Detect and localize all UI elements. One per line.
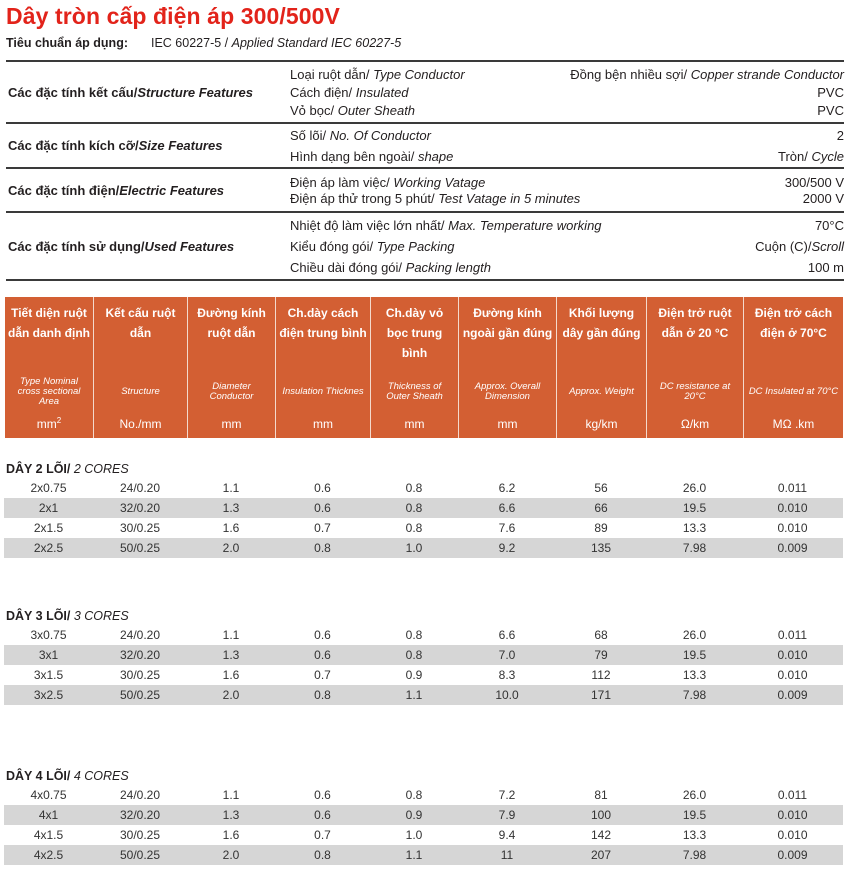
table-cell: 32/0.20 — [119, 648, 161, 662]
column-header-vn: Điện trở ruột dẫn ở 20 °C — [658, 306, 732, 340]
table-cell: 24/0.20 — [119, 788, 161, 802]
table-row — [4, 625, 843, 645]
table-cell: 7.9 — [498, 808, 516, 822]
column-header — [557, 297, 647, 438]
feature-group-size — [6, 122, 844, 167]
table-cell: 0.8 — [405, 481, 423, 495]
table-cell: 3x2.5 — [33, 688, 64, 702]
column-header-en: DC Insulated at 70°C — [748, 386, 839, 397]
table-cell: 3x1 — [38, 648, 59, 662]
column-header-vn: Ch.dày vỏ bọc trung bình — [385, 306, 444, 360]
column-header — [94, 297, 188, 438]
table-cell: 207 — [590, 848, 612, 862]
table-cell: 0.7 — [314, 521, 331, 535]
table-cell: 4x1 — [38, 808, 59, 822]
table-cell: 7.6 — [498, 521, 516, 535]
table-row — [4, 825, 843, 845]
table-cell: 0.8 — [314, 541, 331, 555]
column-unit: kg/km — [585, 417, 618, 431]
column-unit: mm — [404, 417, 425, 431]
section-2-cores — [4, 460, 843, 558]
column-unit: No./mm — [119, 417, 162, 431]
applied-standard — [6, 36, 401, 50]
table-cell: 8.3 — [498, 668, 516, 682]
table-row — [4, 805, 843, 825]
table-cell: 1.0 — [405, 828, 423, 842]
features-table — [6, 60, 844, 281]
table-cell: 0.010 — [777, 501, 808, 515]
table-cell: 1.1 — [222, 481, 240, 495]
column-header-en: Approx. Overall Dimension — [474, 381, 541, 402]
table-cell: 50/0.25 — [119, 541, 161, 555]
table-cell: 3x0.75 — [30, 628, 67, 642]
table-cell: 0.011 — [777, 481, 808, 495]
feature-row: Nhiệt độ làm việc lớn nhất/ Max. Temperature working 70°C — [290, 217, 844, 233]
column-header-en: DC resistance at 20°C — [659, 381, 731, 402]
table-cell: 68 — [594, 628, 608, 642]
table-cell: 171 — [590, 688, 612, 702]
feature-row: Điện áp thử trong 5 phút/ Test Vatage in 5 minutes 2000 V — [290, 190, 844, 206]
table-cell: 0.9 — [405, 668, 423, 682]
column-header-en: Thickness of Outer Sheath — [386, 381, 443, 402]
column-unit: MΩ .km — [772, 417, 815, 431]
column-header — [371, 297, 459, 438]
table-cell: 2x1 — [38, 501, 59, 515]
feature-row: Kiểu đóng gói/ Type Packing Cuộn (C)/Scroll — [290, 238, 844, 254]
column-header-vn: Điện trở cách điện ở 70°C — [754, 306, 833, 340]
table-cell: 2.0 — [222, 541, 240, 555]
table-row — [4, 498, 843, 518]
table-cell: 6.6 — [498, 628, 516, 642]
table-cell: 50/0.25 — [119, 688, 161, 702]
table-cell: 13.3 — [682, 521, 707, 535]
table-cell: 0.8 — [314, 848, 331, 862]
table-cell: 3x1.5 — [33, 668, 64, 682]
table-cell: 1.3 — [222, 501, 240, 515]
feature-row: Điện áp làm việc/ Working Vatage 300/500 V — [290, 174, 844, 190]
page-title: Dây tròn cấp điện áp 300/500V — [6, 3, 340, 29]
table-cell: 24/0.20 — [119, 628, 161, 642]
column-unit: Ω/km — [680, 417, 710, 431]
table-row — [4, 685, 843, 705]
table-row — [4, 785, 843, 805]
table-cell: 2x2.5 — [33, 541, 64, 555]
table-cell: 4x1.5 — [33, 828, 64, 842]
table-cell: 1.1 — [222, 628, 240, 642]
feature-row: Vỏ bọc/ Outer Sheath PVC — [290, 102, 844, 118]
table-cell: 0.6 — [314, 628, 331, 642]
table-cell: 24/0.20 — [119, 481, 161, 495]
table-cell: 26.0 — [682, 788, 707, 802]
standard-label: Tiêu chuẩn áp dụng: — [6, 36, 128, 50]
table-cell: 19.5 — [682, 501, 707, 515]
feature-row: Chiều dài đóng gói/ Packing length 100 m — [290, 259, 844, 275]
column-header — [276, 297, 371, 438]
column-header-vn: Ch.dày cách điện trung bình — [279, 306, 367, 340]
table-cell: 6.6 — [498, 501, 516, 515]
table-cell: 0.009 — [777, 688, 808, 702]
table-cell: 2x1.5 — [33, 521, 64, 535]
table-cell: 0.010 — [777, 828, 808, 842]
table-cell: 1.6 — [222, 668, 240, 682]
feature-group-name: Các đặc tính kết cấu/ Structure Features — [8, 84, 253, 100]
feature-row: Cách điện/ Insulated PVC — [290, 84, 844, 100]
table-cell: 0.011 — [777, 628, 808, 642]
table-cell: 81 — [594, 788, 608, 802]
table-row — [4, 845, 843, 865]
table-cell: 6.2 — [498, 481, 516, 495]
table-cell: 0.6 — [314, 648, 331, 662]
table-cell: 79 — [594, 648, 608, 662]
table-cell: 1.1 — [405, 688, 423, 702]
column-header-en: Approx. Weight — [569, 386, 634, 397]
table-cell: 32/0.20 — [119, 501, 161, 515]
table-cell: 0.010 — [777, 808, 808, 822]
table-cell: 9.4 — [498, 828, 516, 842]
table-cell: 0.7 — [314, 668, 331, 682]
column-header — [188, 297, 276, 438]
feature-group-name: Các đặc tính kích cỡ/ Size Features — [8, 138, 223, 153]
table-cell: 142 — [590, 828, 612, 842]
feature-row: Số lõi/ No. Of Conductor 2 — [290, 127, 844, 143]
table-cell: 0.011 — [777, 788, 808, 802]
table-cell: 1.1 — [405, 848, 423, 862]
feature-group-name: Các đặc tính sử dụng/ Used Features — [8, 238, 235, 254]
table-cell: 1.3 — [222, 648, 240, 662]
table-cell: 56 — [594, 481, 608, 495]
table-cell: 0.8 — [405, 788, 423, 802]
table-row — [4, 538, 843, 558]
column-header-en: Insulation Thicknes — [282, 386, 364, 397]
table-cell: 0.6 — [314, 481, 331, 495]
table-cell: 10.0 — [495, 688, 519, 702]
table-cell: 19.5 — [682, 648, 707, 662]
column-header-vn: Đường kính ruột dẫn — [197, 306, 266, 340]
column-header-vn: Tiết diện ruột dẫn danh định — [8, 306, 90, 340]
table-header — [5, 297, 843, 438]
table-cell: 7.0 — [498, 648, 516, 662]
table-cell: 0.9 — [405, 808, 423, 822]
standard-value-en: Applied Standard IEC 60227-5 — [231, 36, 402, 50]
table-cell: 13.3 — [682, 668, 707, 682]
table-cell: 0.010 — [777, 668, 808, 682]
column-unit: $mm^2$ — [36, 416, 62, 431]
section-title: DÂY 3 LÕI/ 3 CORES — [6, 609, 129, 623]
column-header — [459, 297, 557, 438]
table-cell: 30/0.25 — [119, 828, 161, 842]
table-cell: 4x2.5 — [33, 848, 64, 862]
table-cell: 30/0.25 — [119, 521, 161, 535]
column-header-vn: Kết cấu ruột dẫn — [105, 306, 176, 340]
column-header — [647, 297, 744, 438]
table-cell: 0.009 — [777, 848, 808, 862]
column-header-en: Type Nominal cross sectional Area — [17, 376, 81, 407]
section-4-cores — [4, 767, 843, 865]
table-cell: 89 — [594, 521, 608, 535]
table-cell: 0.8 — [405, 521, 423, 535]
table-cell: 30/0.25 — [119, 668, 161, 682]
table-cell: 26.0 — [682, 628, 707, 642]
table-cell: 0.6 — [314, 808, 331, 822]
table-row — [4, 518, 843, 538]
table-cell: 1.6 — [222, 521, 240, 535]
column-unit: mm — [221, 417, 242, 431]
column-header-en: Diameter Conductor — [209, 381, 254, 402]
table-cell: 11 — [500, 848, 514, 862]
table-row — [4, 645, 843, 665]
table-cell: 2x0.75 — [30, 481, 67, 495]
feature-group-used — [6, 211, 844, 281]
feature-group-structure — [6, 60, 844, 122]
table-cell: 0.009 — [777, 541, 808, 555]
table-cell: 1.6 — [222, 828, 240, 842]
column-unit: mm — [497, 417, 518, 431]
feature-row: Hình dạng bên ngoài/ shape Tròn/ Cycle — [290, 148, 844, 164]
table-cell: 9.2 — [498, 541, 516, 555]
table-cell: 50/0.25 — [119, 848, 161, 862]
column-header-vn: Khối lượng dây gần đúng — [562, 306, 641, 340]
table-cell: 100 — [590, 808, 612, 822]
table-cell: 0.7 — [314, 828, 331, 842]
section-3-cores — [4, 607, 843, 705]
table-cell: 0.8 — [405, 628, 423, 642]
section-title: DÂY 4 LÕI/ 4 CORES — [6, 769, 129, 783]
column-header — [744, 297, 843, 438]
table-cell: 7.2 — [498, 788, 516, 802]
table-cell: 19.5 — [682, 808, 707, 822]
table-cell: 1.3 — [222, 808, 240, 822]
table-cell: 0.8 — [405, 648, 423, 662]
feature-row: Loại ruột dẫn/ Type Conductor Đồng bện nhiều sợi/ Copper strande Conductor — [290, 66, 844, 82]
table-cell: 26.0 — [682, 481, 707, 495]
standard-value-vn: IEC 60227-5 / — [151, 36, 232, 50]
table-cell: 7.98 — [682, 541, 707, 555]
table-cell: 135 — [590, 541, 612, 555]
column-header-vn: Đường kính ngoài gần đúng — [462, 306, 553, 340]
table-cell: 1.1 — [222, 788, 240, 802]
table-cell: 66 — [594, 501, 608, 515]
table-cell: 7.98 — [682, 848, 707, 862]
table-cell: 13.3 — [682, 828, 707, 842]
feature-group-electric — [6, 167, 844, 211]
table-cell: 4x0.75 — [30, 788, 67, 802]
table-row — [4, 478, 843, 498]
table-cell: 0.010 — [777, 648, 808, 662]
column-header-en: Structure — [121, 386, 160, 397]
table-cell: 2.0 — [222, 688, 240, 702]
table-cell: 7.98 — [682, 688, 707, 702]
table-cell: 112 — [591, 668, 611, 682]
table-cell: 0.8 — [405, 501, 423, 515]
table-cell: 0.6 — [314, 501, 331, 515]
table-cell: 0.010 — [777, 521, 808, 535]
column-unit: mm — [313, 417, 333, 431]
feature-group-name: Các đặc tính điện/ Electric Features — [8, 182, 225, 198]
table-cell: 32/0.20 — [119, 808, 161, 822]
table-cell: 0.8 — [314, 688, 331, 702]
section-title: DÂY 2 LÕI/ 2 CORES — [6, 462, 129, 476]
table-cell: 2.0 — [222, 848, 240, 862]
table-row — [4, 665, 843, 685]
column-header — [5, 297, 94, 438]
table-cell: 1.0 — [405, 541, 423, 555]
table-cell: 0.6 — [314, 788, 331, 802]
